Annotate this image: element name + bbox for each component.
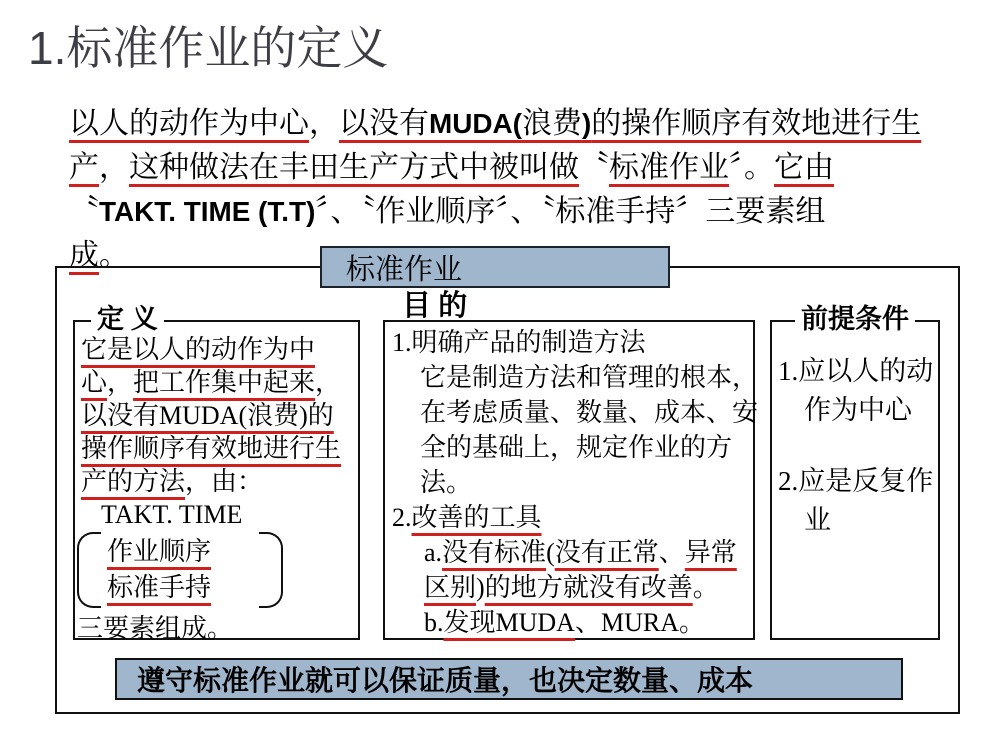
three-elements-bracket-group — [77, 532, 283, 608]
purpose-body: 1.明确产品的制造方法 它是制造方法和管理的根本， 在考虑质量、数量、成本、安 全的基础上，规定作业的方 法。 2.改善的工具 a.没有标准(没有正常、异常 区别)的地方就没有改善。 b.发现MUDA、MURA。 — [392, 328, 759, 637]
definition-body: 它是以人的动作为中 心，把工作集中起来， 以没有MUDA(浪费)的 操作顺序有效地进行生 产的方法，由： — [81, 335, 342, 496]
takt-time-label: TAKT. TIME — [101, 500, 243, 529]
precondition-box-title: 前提条件 — [795, 304, 915, 334]
precondition-box — [770, 304, 940, 640]
page-title — [28, 18, 388, 79]
right-bracket-shape — [259, 532, 283, 608]
bottom-statement-label: 遵守标准作业就可以保证质量，也决定数量、成本 — [137, 666, 754, 697]
title-number: 1. — [28, 22, 67, 74]
standard-work-header-box — [320, 246, 670, 288]
definition-box — [73, 304, 360, 643]
definition-footer: 三要素组成。 — [77, 614, 234, 643]
intro-paragraph: 以人的动作为中心，以没有MUDA(浪费)的操作顺序有效地进行生 产，这种做法在丰田生产方式中被叫做〝标准作业〞。它由 〝TAKT. TIME (T.T)〞、〝作业顺序〞、〝标准手持〞三要素组 成。 — [69, 107, 922, 272]
title-text: 标准作业的定义 — [66, 23, 389, 74]
left-bracket-shape — [77, 532, 101, 608]
purpose-box — [383, 320, 759, 640]
bottom-statement-bar — [115, 658, 903, 700]
precondition-body: 1.应以人的动 作为中心 2.应是反复作 业 — [778, 356, 934, 535]
standard-work-header-label: 标准作业 — [346, 253, 463, 286]
bracket-items: 作业顺序 标准手持 — [107, 537, 212, 602]
purpose-box-title: 目 的 — [402, 290, 468, 322]
definition-box-title: 定 义 — [91, 304, 164, 334]
